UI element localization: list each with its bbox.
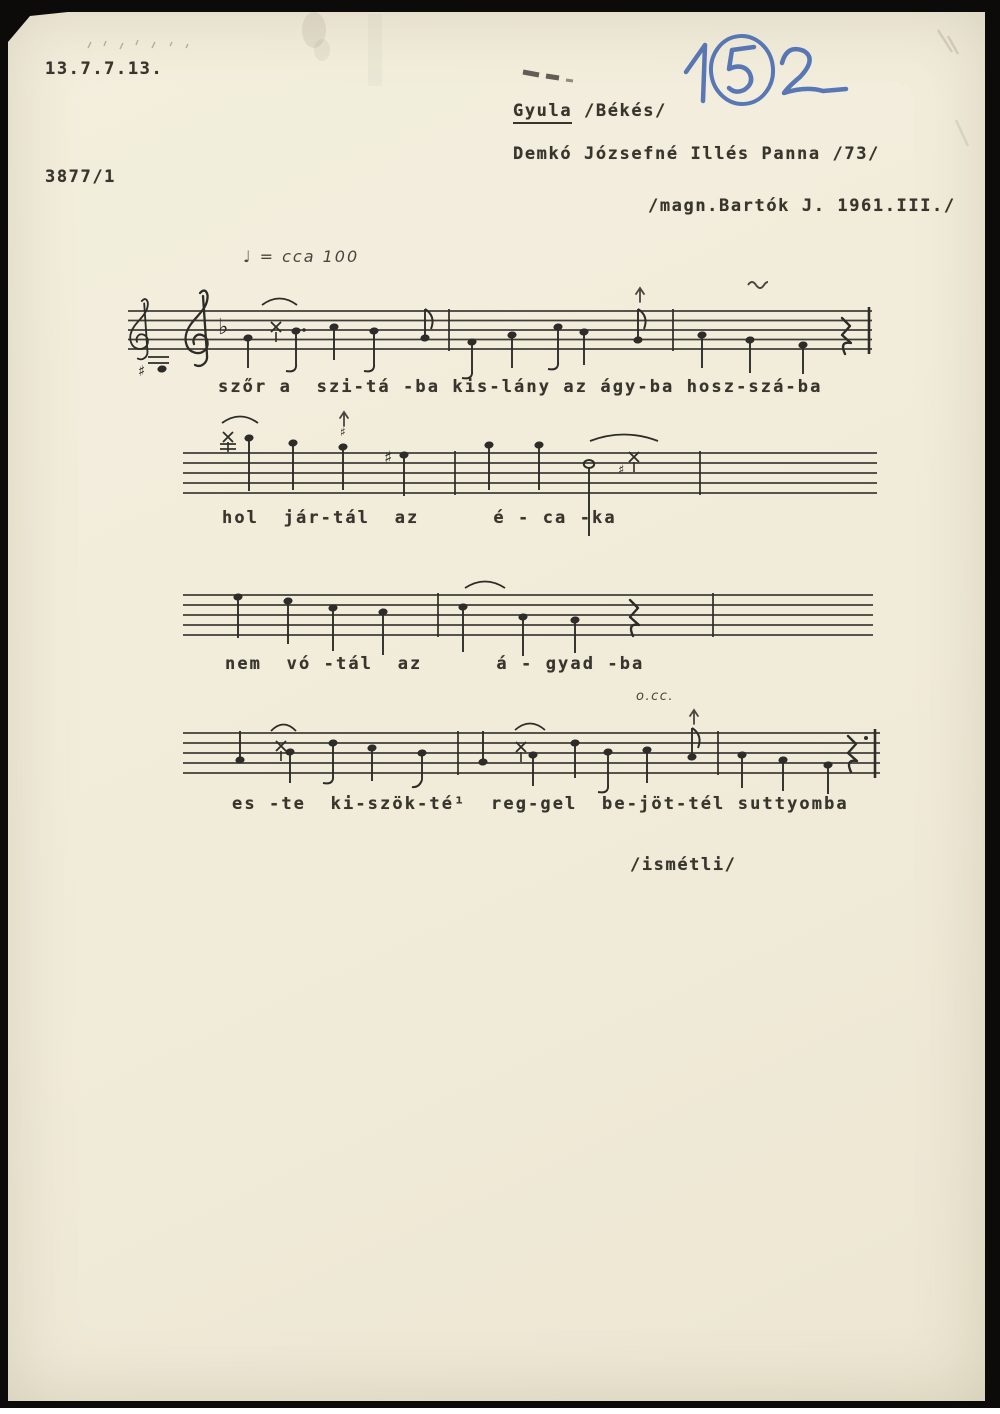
lyrics-line-2: hol jár-tál az é - ca -ka (222, 508, 617, 528)
lyrics-line-3: nem vó -tál az á - gyad -ba (225, 654, 645, 674)
repeat-note: /ismétli/ (630, 855, 737, 875)
location-line (513, 102, 667, 122)
svg-text:♭: ♭ (218, 315, 229, 340)
lyrics-line-4: es -te ki-szök-té¹ reg-gel be-jöt-tél suttyomba (232, 794, 849, 814)
paper-sheet (8, 12, 985, 1401)
collector-line: /magn.Bartók J. 1961.III./ (648, 196, 956, 216)
svg-text:o.cc.: o.cc. (636, 689, 675, 704)
lyrics-line-1: szőr a szi-tá -ba kis-lány az ágy-ba hosz-szá-ba (218, 377, 823, 397)
svg-text:♯: ♯ (618, 463, 625, 478)
location-name: Gyula (513, 101, 572, 124)
tempo-marking (243, 248, 359, 266)
svg-text:♯: ♯ (384, 448, 393, 468)
svg-text:♯: ♯ (138, 362, 146, 380)
tempo-text: = cca 100 (259, 247, 360, 266)
catalog-number: 13.7.7.13. (45, 59, 164, 79)
performer-line: Demkó Józsefné Illés Panna /73/ (513, 144, 880, 164)
shelf-number: 3877/1 (45, 167, 117, 187)
svg-text:♯: ♯ (340, 425, 346, 439)
location-county: /Békés/ (572, 101, 667, 121)
quarter-note-icon: ♩ (243, 247, 253, 266)
